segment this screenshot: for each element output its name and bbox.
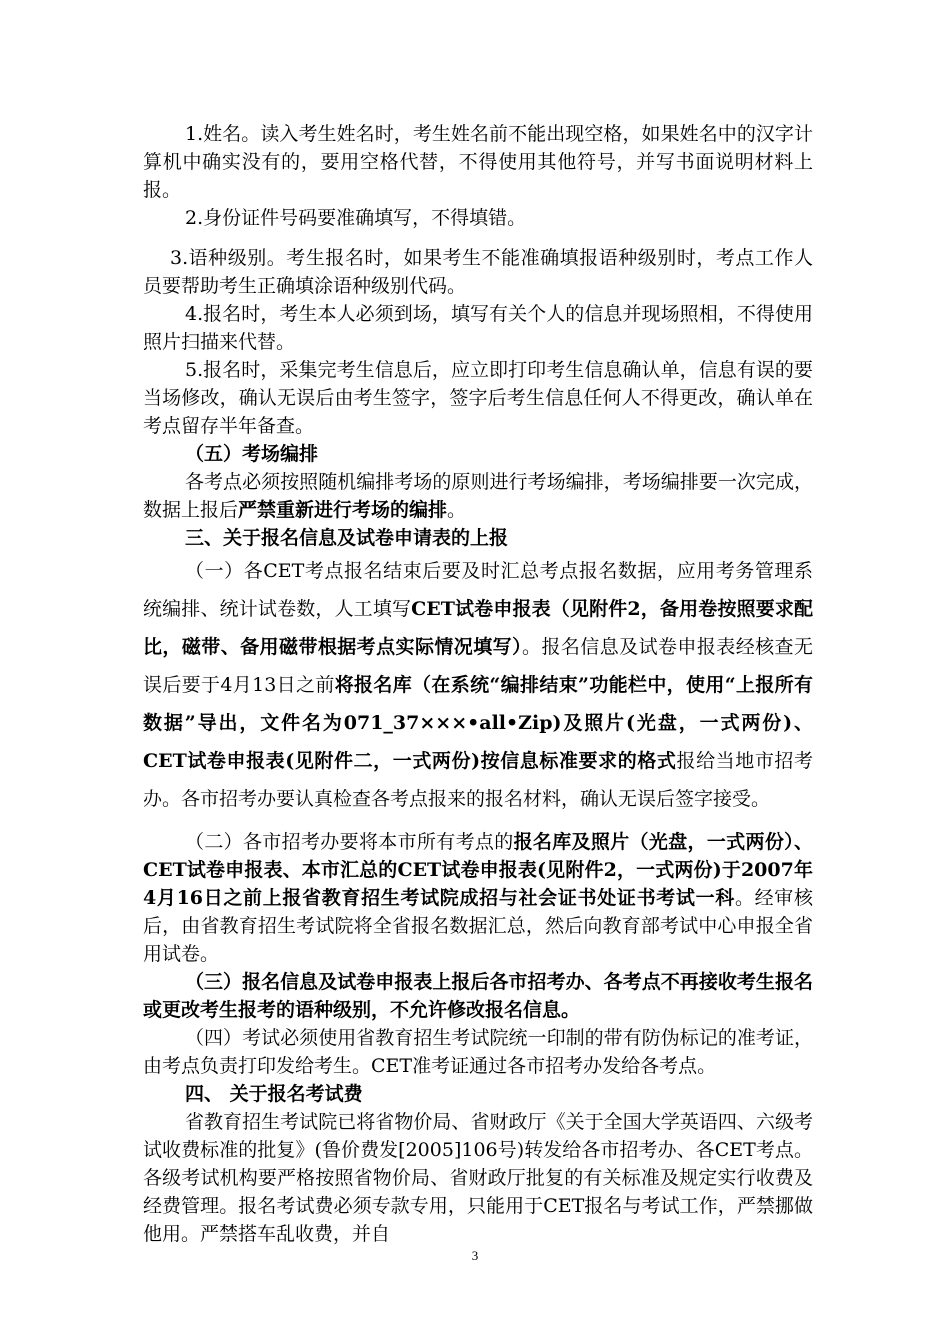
text-segment: 。报名信息及试卷申报表经核查无误后要于4月13日之前 [143,636,813,696]
paragraph-exam-site-report [143,552,813,818]
section-heading-report-submission: 三、关于报名信息及试卷申请表的上报 [185,527,509,549]
text-segment: 报给当地市招考办。各市招考办要认真检查各考点报来的报名材料，确认无误后签字接受。 [143,750,813,810]
text-segment: 。 [447,499,467,521]
document-body [143,120,813,1248]
paragraph-language-level-rule: 3.语种级别。考生报名时，如果考生不能准确填报语种级别时，考点工作人员要帮助考生正确填涂语种级别代码。 [143,247,813,297]
text-segment-bold: 报名库及照片（光盘，一式两份）、CET试卷申报表、本市汇总的CET试卷申报表(见附件2，一式两份)于2007年4月16日之前上报省教育招生考试院成招与社会证书处证书考试一科 [143,831,813,909]
paragraph-no-changes-after-report: （三）报名信息及试卷申报表上报后各市招考办、各考点不再接收考生报名或更改考生报考的语种级别，不允许修改报名信息。 [143,971,813,1021]
text-segment-bold: 将报名库（在系统“编排结束”功能栏中，使用“上报所有数据”导出，文件名为071_37×××•all•Zip)及照片(光盘，一式两份)、CET试卷申报表(见附件二，一式两份)按信息标准要求的格式 [143,674,814,772]
paragraph-exam-room-arrangement [143,468,813,524]
text-segment: 。经审核后，由省教育招生考试院将全省报名数据汇总，然后向教育部考试中心申报全省用试卷。 [143,887,813,965]
paragraph-confirmation-rule: 5.报名时，采集完考生信息后，应立即打印考生信息确认单，信息有误的要当场修改，确认无误后由考生签字，签字后考生信息任何人不得更改，确认单在考点留存半年备查。 [143,359,813,437]
section-heading-exam-fees: 四、 关于报名考试费 [185,1083,363,1105]
paragraph-id-number-rule: 2.身份证件号码要准确填写，不得填错。 [185,207,527,229]
page-number: 3 [471,1248,479,1263]
paragraph-on-site-rule: 4.报名时，考生本人必须到场，填写有关个人的信息并现场照相，不得使用照片扫描来代替。 [143,303,813,353]
paragraph-admission-ticket: （四）考试必须使用省教育招生考试院统一印制的带有防伪标记的准考证，由考点负责打印发给考生。CET准考证通过各市招考办发给各考点。 [143,1027,813,1077]
paragraph-name-rule: 1.姓名。读入考生姓名时，考生姓名前不能出现空格，如果姓名中的汉字计算机中确实没有的，要用空格代替，不得使用其他符号，并写书面说明材料上报。 [143,123,813,201]
text-segment: （一）各CET考点报名结束后要及时汇总考点报名数据，应用考务管理系统编排、统计试卷数，人工填写 [143,560,813,620]
text-segment: （二）各市招考办要将本市所有考点的 [185,831,514,853]
text-segment-bold: CET试卷申报表（见附件2，备用卷按照要求配比，磁带、备用磁带根据考点实际情况填写） [143,598,813,658]
text-segment-bold: 严禁重新进行考场的编排 [238,499,448,521]
section-heading-exam-room-arrangement: （五）考场编排 [185,443,319,465]
text-segment: 各考点必须按照随机编排考场的原则进行考场编排，考场编排要一次完成，数据上报后 [143,471,813,521]
paragraph-exam-fees: 省教育招生考试院已将省物价局、省财政厅《关于全国大学英语四、六级考试收费标准的批复》(鲁价费发[2005]106号)转发给各市招考办、各CET考点。各级考试机构要严格按照省物价局、省财政厅批复的有关标准及规定实行收费及经费管理。报名考试费必须专款专用，只能用于CET报名与考试工作，严禁挪做他用。严禁搭车乱收费，并自 [143,1111,813,1245]
paragraph-city-office-report [143,828,813,968]
